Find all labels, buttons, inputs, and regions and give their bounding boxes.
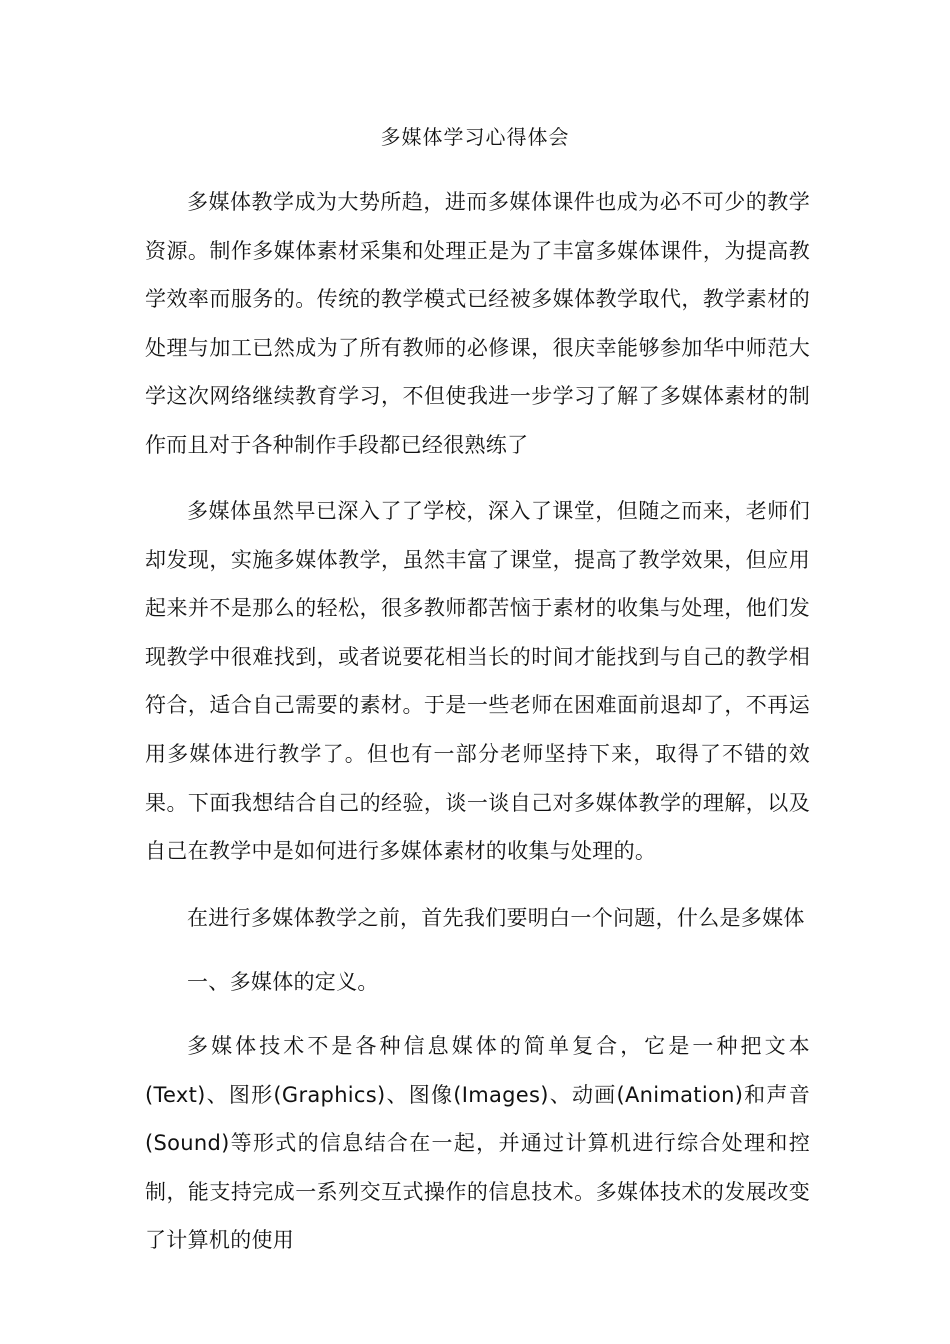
paragraph-1: 多媒体教学成为大势所趋，进而多媒体课件也成为必不可少的教学资源。制作多媒体素材采集和处理正是为了丰富多媒体课件，为提高教学效率而服务的。传统的教学模式已经被多媒体教学取代，教学素材的处理与加工已然成为了所有教师的必修课，很庆幸能够参加华中师范大学这次网络继续教育学习，不但使我进一步学习了解了多媒体素材的制作而且对于各种制作手段都已经很熟练了: [145, 190, 810, 457]
document-title: 多媒体学习心得体会: [380, 125, 570, 149]
paragraph-3: 在进行多媒体教学之前，首先我们要明白一个问题，什么是多媒体: [187, 906, 805, 930]
paragraph-4: 多媒体技术不是各种信息媒体的简单复合，它是一种把文本(Text)、图形(Graphics)、图像(Images)、动画(Animation)和声音(Sound)等形式的信息结合在一起，并通过计算机进行综合处理和控制，能支持完成一系列交互式操作的信息技术。多媒体技术的发展改变了计算机的使用: [145, 1034, 810, 1253]
section-heading-definition: 一、多媒体的定义。: [187, 970, 379, 994]
paragraph-2: 多媒体虽然早已深入了了学校，深入了课堂，但随之而来，老师们却发现，实施多媒体教学，虽然丰富了课堂，提高了教学效果，但应用起来并不是那么的轻松，很多教师都苦恼于素材的收集与处理，他们发现教学中很难找到，或者说要花相当长的时间才能找到与自己的教学相符合，适合自己需要的素材。于是一些老师在困难面前退却了，不再运用多媒体进行教学了。但也有一部分老师坚持下来，取得了不错的效果。下面我想结合自己的经验，谈一谈自己对多媒体教学的理解，以及自己在教学中是如何进行多媒体素材的收集与处理的。: [145, 499, 810, 864]
